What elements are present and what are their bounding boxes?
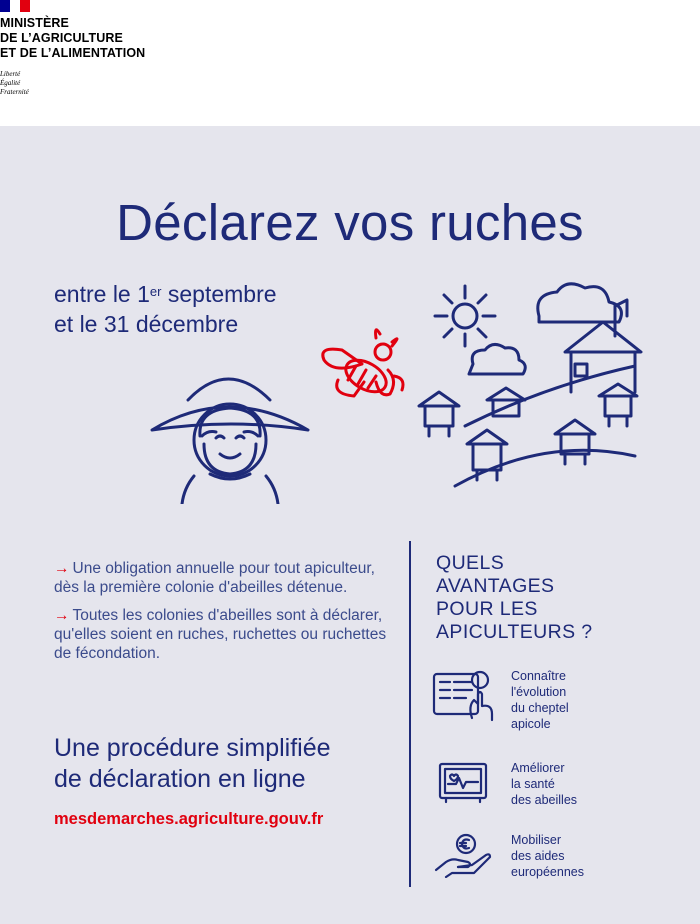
advantages-heading-line: QUELS: [436, 552, 505, 574]
ministry-line: ET DE L’ALIMENTATION: [0, 46, 146, 60]
advantage-line: Connaître: [511, 669, 566, 683]
advantage-line: des abeilles: [511, 793, 578, 807]
arrow-right-icon: →: [54, 607, 70, 624]
website-link[interactable]: mesdemarches.agriculture.gouv.fr: [54, 810, 324, 828]
ministry-name: [0, 16, 145, 61]
ministry-line: DE L’AGRICULTURE: [0, 31, 123, 45]
list-item-text: Toutes les colonies d'abeilles sont à déclarer, qu'elles soient en ruches, ruchettes ou ruchettes de fécondation.: [54, 607, 387, 662]
declaration-period: [54, 279, 277, 339]
advantages-heading-line: APICULTEURS ?: [436, 621, 593, 643]
tablet-touch-icon: [432, 668, 494, 724]
french-flag-icon: [0, 0, 30, 12]
poster-body: [0, 126, 700, 924]
procedure-line: de déclaration en ligne: [54, 765, 306, 793]
page-title: Déclarez vos ruches: [116, 194, 584, 251]
date-start-month: septembre: [161, 281, 277, 307]
advantage-text: [511, 668, 621, 732]
date-ordinal: er: [149, 284, 162, 299]
advantages-heading-line: POUR LES: [436, 598, 538, 620]
procedure-line: Une procédure simplifiée: [54, 734, 331, 762]
apiary-landscape-icon: [415, 276, 655, 506]
obligation-list: [54, 559, 394, 672]
advantage-text: [511, 760, 621, 808]
advantage-text: [511, 832, 621, 880]
beekeeper-icon: [150, 374, 310, 504]
health-monitor-icon: [432, 760, 494, 806]
procedure-heading: [54, 733, 331, 795]
list-item-text: Une obligation annuelle pour tout apiculteur, dès la première colonie d'abeilles détenue.: [54, 560, 375, 596]
advantage-line: Améliorer: [511, 761, 565, 775]
motto-line: Égalité: [0, 79, 21, 87]
advantages-heading-line: AVANTAGES: [436, 575, 555, 597]
date-end: et le 31 décembre: [54, 311, 239, 337]
advantage-line: l'évolution: [511, 685, 567, 699]
motto-line: Liberté: [0, 70, 21, 78]
advantages-heading: [436, 552, 593, 644]
ministry-line: MINISTÈRE: [0, 16, 69, 30]
advantage-line: Mobiliser: [511, 833, 562, 847]
advantage-line: la santé: [511, 777, 555, 791]
list-item: [54, 559, 394, 597]
advantage-line: apicole: [511, 717, 551, 731]
euro-hand-icon: [432, 832, 494, 878]
advantage-line: européennes: [511, 865, 584, 879]
advantage-line: des aides: [511, 849, 565, 863]
date-start-prefix: entre le 1: [54, 281, 150, 307]
advantage-line: du cheptel: [511, 701, 569, 715]
list-item: [54, 606, 394, 663]
motto-line: Fraternité: [0, 88, 29, 96]
republic-motto: [0, 70, 29, 97]
bee-icon: [318, 324, 413, 419]
arrow-right-icon: →: [54, 560, 70, 577]
header-bar: [0, 0, 700, 126]
vertical-divider: [409, 541, 411, 887]
